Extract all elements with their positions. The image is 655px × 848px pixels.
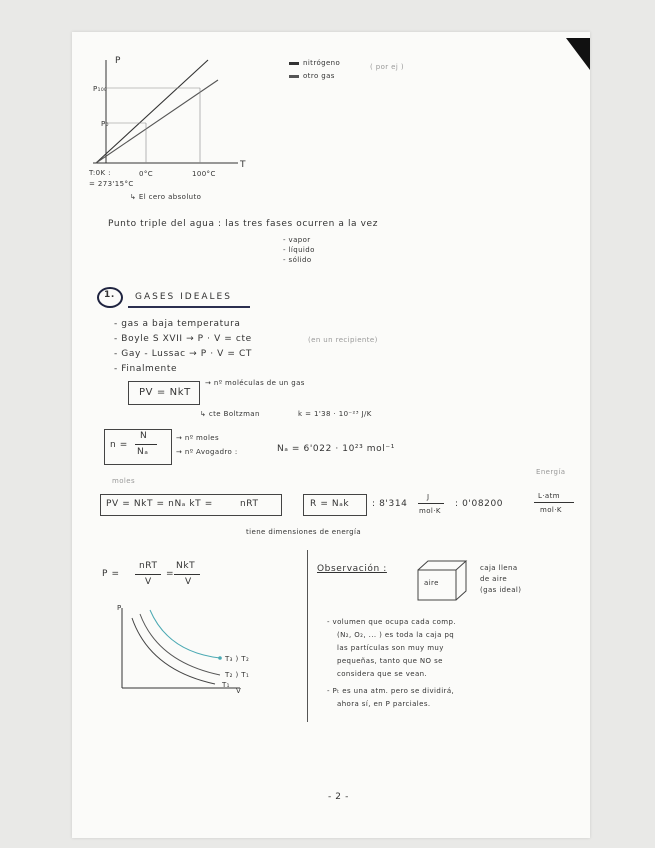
p-formula-eq: = [166, 569, 175, 579]
p-formula-den1: V [145, 577, 152, 587]
graph1-p0-label: P₀ [101, 120, 109, 128]
eq-r: R = Nₐk [310, 499, 350, 509]
n-moles-den: Nₐ [137, 447, 149, 457]
section-title-underline [128, 306, 250, 308]
n-moles-lhs: n = [110, 440, 128, 450]
observation-point2-line: - Pₜ es una atm. pero se dividirá, [327, 687, 455, 695]
bullet-item: - Finalmente [114, 364, 178, 374]
graph2-t2-label: T₂ ) T₁ [225, 671, 250, 679]
eq-r-value: : 8'314 [372, 499, 408, 509]
legend-other-gas: otro gas [289, 71, 335, 82]
eq-frac2-num: L·atm [538, 492, 560, 500]
observation-point1-line: considera que se vean. [337, 670, 428, 678]
box-of-air-label: aire [424, 579, 439, 587]
graph2-axis-v: V [236, 687, 242, 695]
boltzmann-note: ↳ cte Boltzman [200, 410, 260, 418]
graph1-tick-100: 100°C [192, 170, 216, 178]
page-corner-shadow [566, 38, 590, 70]
graph1-origin-value: = 273'15°C [89, 180, 134, 188]
triple-point-item: - sólido [283, 256, 312, 264]
p-formula-num1: nRT [139, 561, 158, 571]
isotherm-graph [110, 600, 260, 700]
eq-nrt: nRT [240, 499, 259, 509]
pv-nkt-formula: PV = NkT [139, 387, 191, 398]
moles-label: moles [112, 477, 135, 485]
observation-point1-line: pequeñas, tanto que NO se [337, 657, 443, 665]
observation-title: Observación : [317, 564, 387, 574]
graph1-origin-label: T:0K : [89, 169, 111, 177]
graph1-p100-label: P₁₀₀ [93, 85, 108, 93]
legend-faint-note: ( por ej ) [370, 63, 404, 71]
energy-note: tiene dimensiones de energía [246, 528, 362, 536]
bullet-item: - Gay - Lussac → P · V = CT [114, 349, 252, 359]
graph1-tick-0: 0°C [139, 170, 154, 178]
avogadro-value: Nₐ = 6'022 · 10²³ mol⁻¹ [277, 444, 395, 454]
column-divider [307, 550, 308, 722]
pressure-temperature-graph [88, 55, 258, 180]
page-number: - 2 - [328, 792, 349, 802]
molecules-note: → nº moléculas de un gas [205, 379, 305, 387]
graph1-axis-p: P [115, 56, 122, 66]
graph2-t3-label: T₃ ) T₂ [225, 655, 250, 663]
p-formula-den2: V [185, 577, 192, 587]
observation-point1-line: - volumen que ocupa cada comp. [327, 618, 456, 626]
box-of-air-drawing [414, 558, 470, 604]
eq-frac1-den: mol·K [419, 507, 441, 515]
observation-point2-line: ahora sí, en P parciales. [337, 700, 431, 708]
box-caption-line: de aire [480, 575, 508, 583]
box-caption-line: caja llena [480, 564, 518, 572]
bullet-item: - gas a baja temperatura [114, 319, 241, 329]
fraction-bar [534, 502, 574, 503]
observation-point1-line: (N₂, O₂, ... ) es toda la caja pq [337, 631, 455, 639]
graph2-t1-label: T₁ [222, 681, 230, 689]
box-caption-line: (gas ideal) [480, 586, 522, 594]
fraction-bar [174, 574, 200, 575]
triple-point-item: - vapor [283, 236, 311, 244]
graph1-note: ↳ El cero absoluto [130, 193, 202, 201]
moles-count-note: → nº moles [176, 434, 220, 442]
graph1-axis-t: T [240, 160, 247, 170]
observation-point1-line: las partículas son muy muy [337, 644, 444, 652]
p-formula-lhs: P = [102, 569, 120, 579]
eq-r-value2: : 0'08200 [455, 499, 504, 509]
avogadro-note: → nº Avogadro : [176, 448, 238, 456]
fraction-bar [418, 503, 444, 504]
eq-part1: PV = NkT = nNₐ kT = [106, 499, 213, 509]
eq-frac2-den: mol·K [540, 506, 562, 514]
legend-nitrogen: nitrógeno [289, 58, 340, 69]
boyle-note: (en un recipiente) [308, 336, 378, 344]
section-number: 1. [104, 290, 115, 300]
fraction-bar [135, 444, 157, 445]
triple-point-item: - líquido [283, 246, 315, 254]
boltzmann-value: k = 1'38 · 10⁻²³ J/K [298, 410, 372, 418]
n-moles-num: N [140, 431, 148, 441]
graph2-axis-p: P [117, 604, 122, 612]
energy-label: Energía [536, 468, 566, 476]
eq-frac1-num: J [427, 493, 430, 501]
section-title: GASES IDEALES [135, 292, 232, 302]
p-formula-num2: NkT [176, 561, 196, 571]
triple-point-text: Punto triple del agua : las tres fases ocurren a la vez [108, 219, 379, 229]
fraction-bar [135, 574, 161, 575]
bullet-item: - Boyle S XVII → P · V = cte [114, 334, 252, 344]
